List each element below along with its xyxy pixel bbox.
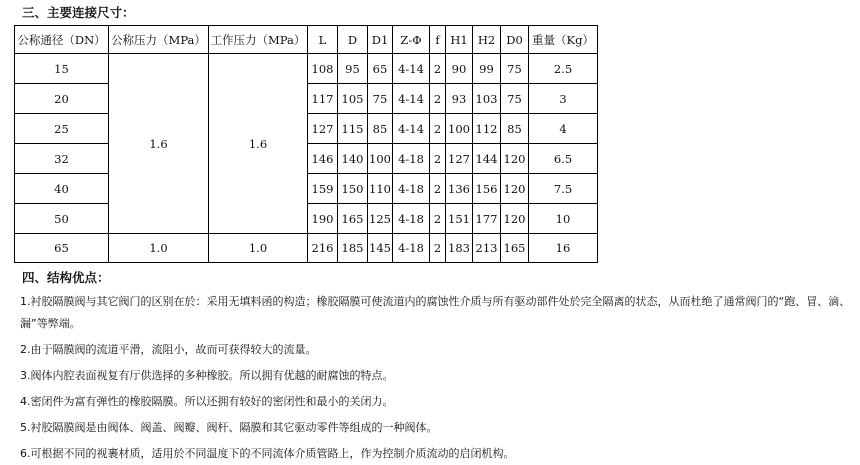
header-cell: D0 [501, 26, 529, 54]
table-cell: 145 [368, 234, 393, 263]
table-cell: 32 [15, 144, 109, 174]
section-4-heading: 四、结构优点： [22, 270, 110, 285]
table-cell: 93 [446, 84, 473, 114]
table-cell: 20 [15, 84, 109, 114]
table-cell: 150 [338, 174, 368, 204]
header-cell: Z-Φ [393, 26, 430, 54]
nominal-pressure-cell: 1.6 [109, 54, 209, 234]
header-cell: D [338, 26, 368, 54]
table-cell: 2 [430, 144, 446, 174]
table-cell: 4-18 [393, 234, 430, 263]
table-cell: 40 [15, 174, 109, 204]
advantage-paragraph: 2.由于隔膜阀的流道平滑，流阻小，故而可获得较大的流量。 [20, 343, 317, 356]
table-cell: 75 [501, 84, 529, 114]
table-cell: 156 [473, 174, 501, 204]
table-cell: 100 [446, 114, 473, 144]
table-cell: 75 [501, 54, 529, 84]
header-cell: D1 [368, 26, 393, 54]
table-cell: 50 [15, 204, 109, 234]
table-cell: 4-14 [393, 114, 430, 144]
table-cell: 185 [338, 234, 368, 263]
table-cell: 127 [308, 114, 338, 144]
header-cell: 工作压力（MPa） [209, 26, 308, 54]
table-cell: 2 [430, 234, 446, 263]
advantage-paragraph: 3.阀体内腔表面视复有厅供选择的多种橡胶。所以拥有优越的耐腐蚀的特点。 [20, 369, 394, 382]
working-pressure-cell: 1.0 [209, 234, 308, 263]
table-cell: 136 [446, 174, 473, 204]
header-cell: f [430, 26, 446, 54]
table-cell: 2.5 [529, 54, 598, 84]
table-cell: 2 [430, 174, 446, 204]
table-cell: 190 [308, 204, 338, 234]
table-cell: 120 [501, 174, 529, 204]
advantage-paragraph: 4.密闭件为富有弹性的橡胶隔膜。所以还拥有较好的密闭性和最小的关闭力。 [20, 395, 394, 408]
table-cell: 159 [308, 174, 338, 204]
table-cell: 85 [501, 114, 529, 144]
header-cell: H1 [446, 26, 473, 54]
table-cell: 2 [430, 204, 446, 234]
table-cell: 2 [430, 114, 446, 144]
dimensions-table [14, 25, 598, 263]
table-header-row [15, 26, 598, 54]
header-cell: L [308, 26, 338, 54]
table-cell: 100 [368, 144, 393, 174]
table-cell: 117 [308, 84, 338, 114]
table-cell: 120 [501, 204, 529, 234]
header-cell: 公称通径（DN） [15, 26, 109, 54]
table-cell: 4-18 [393, 174, 430, 204]
advantage-paragraph: 1.衬胶隔膜阀与其它阀门的区别在於：采用无填料函的构造；橡胶隔膜可使流道内的腐蚀性介质与所有驱动部件处於完全隔离的状态，从而杜绝了通常阀门的“跑、冒、滴、漏”等弊端。 [20, 295, 851, 330]
table-row [15, 54, 598, 84]
table-cell: 105 [338, 84, 368, 114]
table-cell: 120 [501, 144, 529, 174]
table-cell: 7.5 [529, 174, 598, 204]
table-cell: 183 [446, 234, 473, 263]
table-cell: 112 [473, 114, 501, 144]
table-cell: 146 [308, 144, 338, 174]
table-cell: 99 [473, 54, 501, 84]
advantage-paragraph: 6.可根据不同的视裹材质，适用於不同温度下的不同流体介质管路上，作为控制介质流动的启闭机构。 [20, 447, 515, 460]
table-cell: 65 [15, 234, 109, 263]
table-cell: 4-14 [393, 54, 430, 84]
table-cell: 110 [368, 174, 393, 204]
working-pressure-cell: 1.6 [209, 54, 308, 234]
header-cell: 公称压力（MPa） [109, 26, 209, 54]
advantage-paragraph: 5.衬胶隔膜阀是由阀体、阀盖、阀瓣、阀杆、隔膜和其它驱动零件等组成的一种阀体。 [20, 421, 438, 434]
table-cell: 213 [473, 234, 501, 263]
section-3-heading: 三、主要连接尺寸： [22, 5, 135, 20]
table-cell: 25 [15, 114, 109, 144]
table-cell: 65 [368, 54, 393, 84]
table-cell: 151 [446, 204, 473, 234]
table-cell: 125 [368, 204, 393, 234]
table-cell: 140 [338, 144, 368, 174]
table-cell: 127 [446, 144, 473, 174]
table-cell: 144 [473, 144, 501, 174]
table-cell: 165 [501, 234, 529, 263]
table-cell: 165 [338, 204, 368, 234]
table-cell: 4-18 [393, 204, 430, 234]
table-cell: 95 [338, 54, 368, 84]
header-cell: H2 [473, 26, 501, 54]
table-cell: 90 [446, 54, 473, 84]
nominal-pressure-cell: 1.0 [109, 234, 209, 263]
table-cell: 115 [338, 114, 368, 144]
table-cell: 85 [368, 114, 393, 144]
table-cell: 6.5 [529, 144, 598, 174]
table-cell: 75 [368, 84, 393, 114]
table-cell: 3 [529, 84, 598, 114]
header-cell: 重量（Kg） [529, 26, 598, 54]
table-cell: 4-18 [393, 144, 430, 174]
table-cell: 2 [430, 84, 446, 114]
table-cell: 177 [473, 204, 501, 234]
table-cell: 103 [473, 84, 501, 114]
table-row [15, 234, 598, 263]
table-cell: 4-14 [393, 84, 430, 114]
table-cell: 216 [308, 234, 338, 263]
table-cell: 108 [308, 54, 338, 84]
table-cell: 16 [529, 234, 598, 263]
table-cell: 15 [15, 54, 109, 84]
table-cell: 4 [529, 114, 598, 144]
table-cell: 10 [529, 204, 598, 234]
table-cell: 2 [430, 54, 446, 84]
